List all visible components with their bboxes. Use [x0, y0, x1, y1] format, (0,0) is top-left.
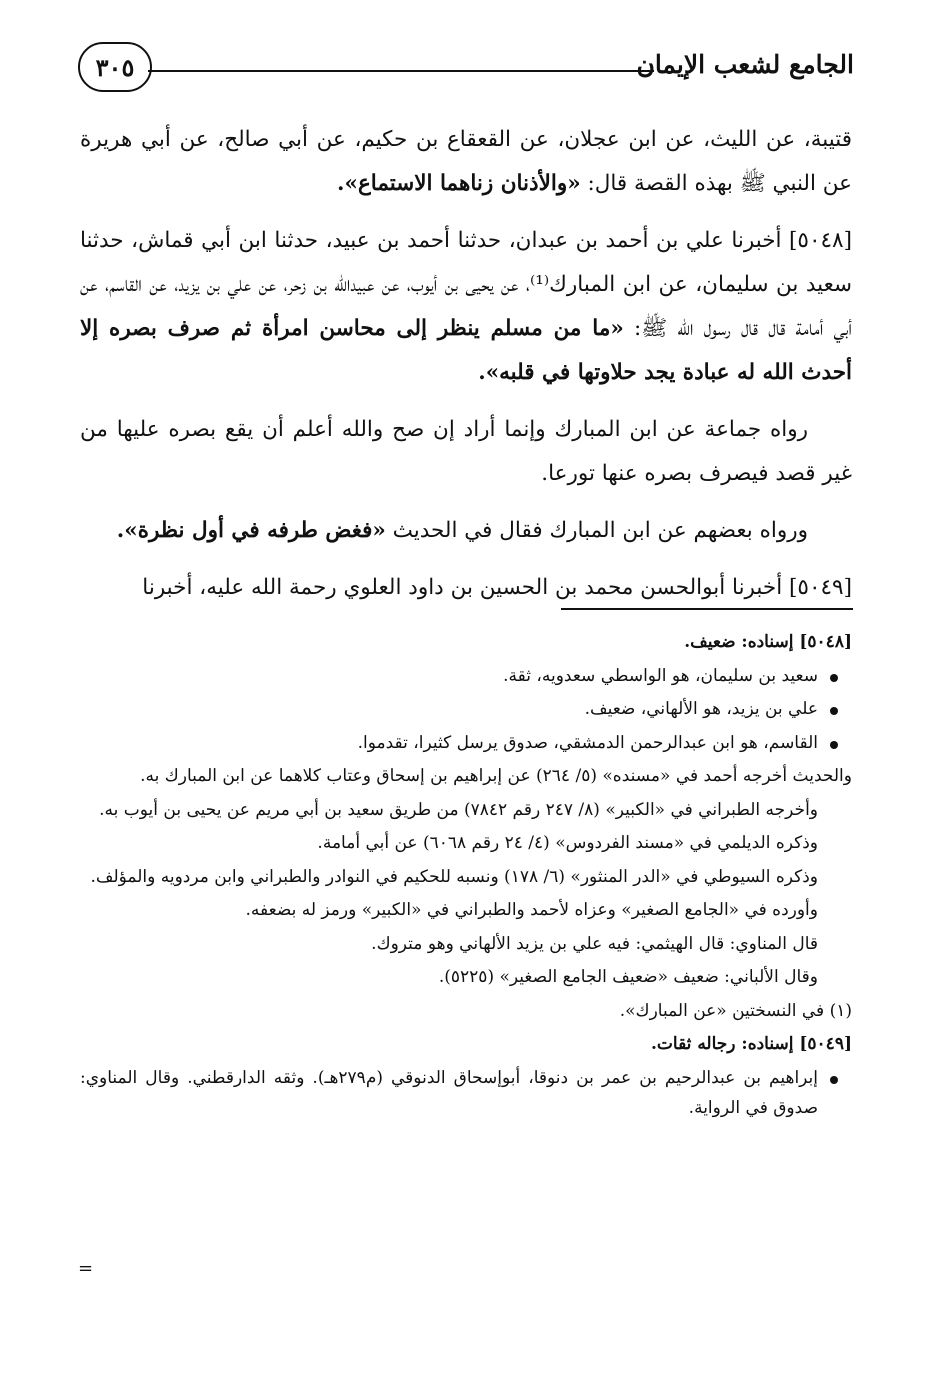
main-text	[80, 118, 852, 623]
footnotes	[80, 626, 852, 1127]
footnote-line: وذكره السيوطي في «الدر المنثور» (٦/ ١٧٨) ونسبه للحكيم في النوادر والطبراني وابن مردويه والمؤلف.	[90, 866, 818, 887]
footnote-line: وأخرجه الطبراني في «الكبير» (٨/ ٢٤٧ رقم ٧٨٤٢) من طريق سعيد بن أبي مريم عن يحيى بن أيوب به.	[99, 799, 818, 820]
hadith-quote: «ما من مسلم ينظر إلى محاسن امرأة ثم صرف بصره إلا أحدث الله له عبادة يجد حلاوتها في قلبه».	[80, 316, 852, 385]
footnote-bullet-item: علي بن يزيد، هو الألهاني، ضعيف.	[80, 694, 852, 725]
continuation-mark: =	[78, 1258, 94, 1279]
page-number: ٣٠٥	[78, 42, 152, 92]
main-paragraph	[80, 566, 852, 610]
footnote-separator	[561, 608, 853, 610]
footnote-line: (١) في النسختين «عن المبارك».	[619, 1000, 852, 1021]
paragraph-text: ورواه بعضهم عن ابن المبارك فقال في الحديث	[385, 518, 808, 543]
footnote-bullet-item: سعيد بن سليمان، هو الواسطي سعدويه، ثقة.	[80, 661, 852, 692]
footnote-line: والحديث أخرجه أحمد في «مسنده» (٥/ ٢٦٤) عن إبراهيم بن إسحاق وعتاب كلاهما عن ابن المبارك به.	[140, 766, 852, 786]
footnote-heading: [٥٠٤٩] إسناده: رجاله ثقات.	[650, 1034, 852, 1054]
footnote-bullet-item: القاسم، هو ابن عبدالرحمن الدمشقي، صدوق يرسل كثيرا، تقدموا.	[80, 728, 852, 759]
footnote-bullet-item: إبراهيم بن عبدالرحيم بن عمر بن دنوقا، أبوإسحاق الدنوقي (م٢٧٩هـ). وثقه الدارقطني. وقال المناوي: صدوق في الرواية.	[80, 1063, 852, 1124]
footnote-line: وذكره الديلمي في «مسند الفردوس» (٤/ ٢٤ رقم ٦٠٦٨) عن أبي أمامة.	[317, 833, 818, 853]
book-title: الجامع لشعب الإيمان	[636, 50, 854, 79]
paragraph-text: [٥٠٤٩] أخبرنا أبوالحسن محمد بن الحسين بن داود العلوي رحمة الله عليه، أخبرنا	[142, 575, 852, 600]
hadith-quote: «فغض طرفه في أول نظرة».	[116, 518, 386, 543]
paragraph-text: رواه جماعة عن ابن المبارك وإنما أراد إن صح والله أعلم أن يقع بصره عليها من غير قصد فيصرف بصره عنها تورعا.	[80, 417, 852, 486]
hadith-quote: «والأذنان زناهما الاستماع».	[337, 171, 581, 196]
main-paragraph	[80, 219, 852, 395]
paragraph-text: قتيبة، عن الليث، عن ابن عجلان، عن القعقاع بن حكيم، عن أبي صالح، عن أبي هريرة عن النبي ﷺ بهذه القصة قال:	[80, 127, 852, 196]
page-header	[78, 42, 854, 98]
paragraph-text: [٥٠٤٨] أخبرنا علي بن أحمد بن عبدان، حدثنا أحمد بن عبيد، حدثنا ابن أبي قماش، حدثنا سعيد بن سليمان، عن ابن المبارك⁽¹⁾، عن يحيى بن أيوب، عن عبيدالله بن زحر، عن علي بن يزيد، عن القاسم، عن أبي أمامة قال قال رسول الله ﷺ:	[80, 228, 852, 341]
footnote-line: وقال الألباني: ضعيف «ضعيف الجامع الصغير» (٥٢٢٥).	[438, 967, 818, 987]
main-paragraph	[80, 118, 852, 206]
main-paragraph	[80, 509, 852, 553]
footnote-line: قال المناوي: قال الهيثمي: فيه علي بن يزيد الألهاني وهو متروك.	[371, 933, 818, 954]
main-paragraph	[80, 408, 852, 496]
footnote-heading: [٥٠٤٨] إسناده: ضعيف.	[684, 632, 852, 652]
footnote-line: وأورده في «الجامع الصغير» وعزاه لأحمد والطبراني في «الكبير» ورمز له بضعفه.	[245, 900, 818, 920]
header-rule	[148, 70, 654, 72]
